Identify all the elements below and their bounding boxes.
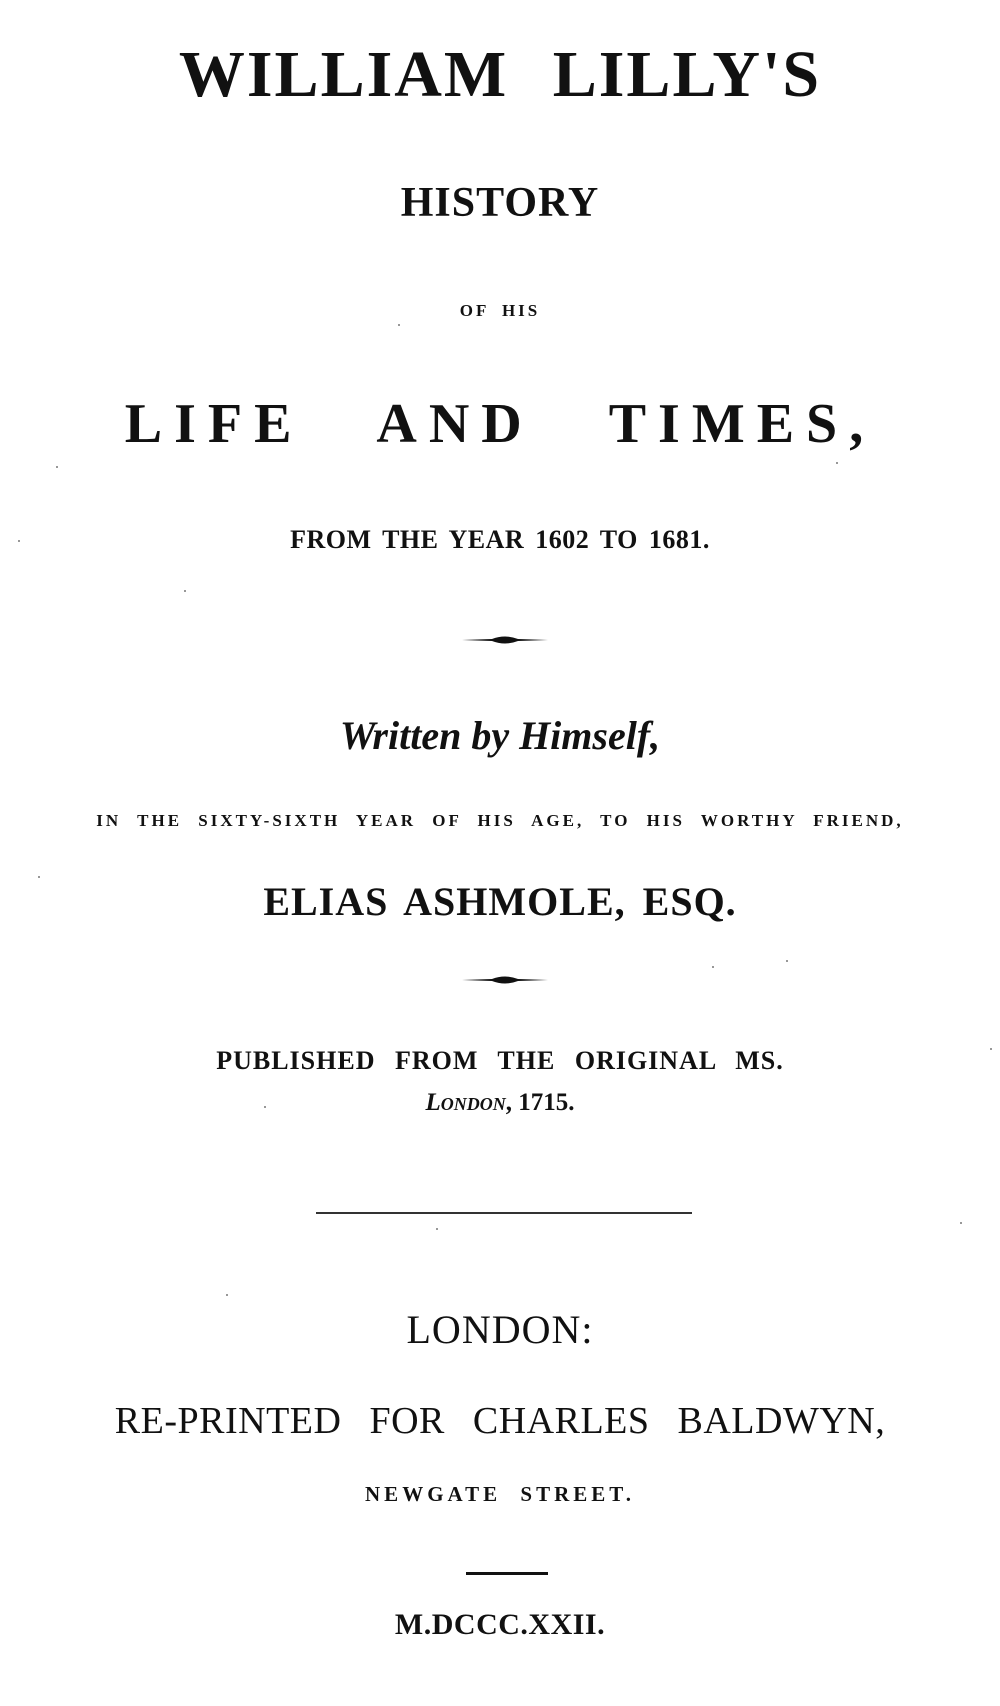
street-line: NEWGATE STREET. bbox=[365, 1482, 635, 1506]
original-city: London bbox=[425, 1089, 506, 1116]
printer-line: RE-PRINTED FOR CHARLES BALDWYN, bbox=[114, 1400, 886, 1442]
scan-speck bbox=[436, 1228, 438, 1230]
original-imprint bbox=[0, 1090, 1000, 1115]
published-from-line: PUBLISHED FROM THE ORIGINAL MS. bbox=[216, 1046, 784, 1075]
written-by-himself: Written by Himself, bbox=[339, 713, 661, 758]
imprint-city: LONDON: bbox=[406, 1307, 594, 1352]
scan-speck bbox=[712, 966, 714, 968]
of-his-line: OF HIS bbox=[459, 301, 541, 320]
scan-speck bbox=[786, 960, 788, 962]
scan-speck bbox=[264, 1106, 266, 1108]
scan-speck bbox=[226, 1294, 228, 1296]
scan-speck bbox=[38, 876, 40, 878]
scan-speck bbox=[18, 540, 20, 542]
original-year: , 1715. bbox=[505, 1089, 575, 1116]
scan-speck bbox=[990, 1048, 992, 1050]
scan-speck bbox=[398, 324, 400, 326]
dedication-line: IN THE SIXTY-SIXTH YEAR OF HIS AGE, TO HIS WORTHY FRIEND, bbox=[96, 811, 904, 830]
short-rule-divider bbox=[466, 1572, 548, 1575]
ornament-divider-icon bbox=[462, 634, 548, 646]
imprint-date: M.DCCC.XXII. bbox=[394, 1608, 606, 1641]
long-rule-divider bbox=[316, 1212, 692, 1214]
scan-speck bbox=[836, 462, 838, 464]
ornament-divider-icon bbox=[462, 974, 548, 986]
scan-speck bbox=[960, 1222, 962, 1224]
years-line: FROM THE YEAR 1602 TO 1681. bbox=[290, 525, 710, 554]
scan-speck bbox=[56, 466, 58, 468]
life-and-times-heading: LIFE AND TIMES, bbox=[124, 393, 876, 455]
history-heading: HISTORY bbox=[400, 180, 600, 226]
scan-speck bbox=[184, 590, 186, 592]
author-title: WILLIAM LILLY'S bbox=[178, 38, 822, 111]
dedicatee-name: ELIAS ASHMOLE, ESQ. bbox=[263, 879, 737, 924]
